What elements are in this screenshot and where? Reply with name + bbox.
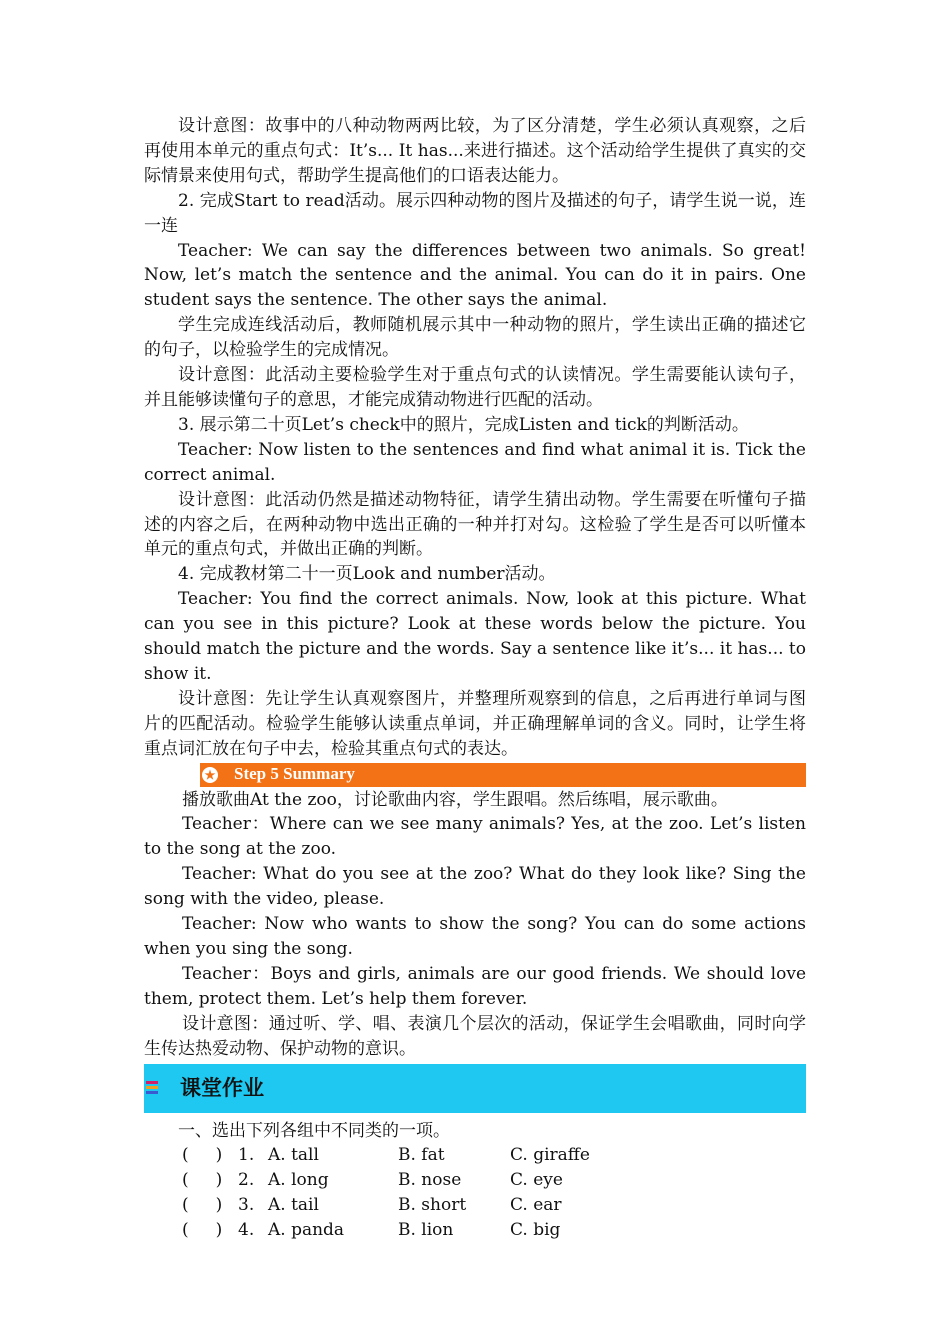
option-a: A. tall [268,1145,319,1166]
paragraph: Teacher: We can say the differences between two animals. So great! Now, let’s match the sentence and the animal. You can do it in pairs. One student says the sentence. The other says the animal. [144,240,806,311]
question-number: 4. [238,1220,255,1241]
paragraph: 4. 完成教材第二十一页Look and number活动。 [178,564,556,585]
question-number: 2. [238,1170,255,1191]
homework-title: 课堂作业 [180,1075,264,1100]
option-a: A. panda [268,1220,345,1241]
option-c: C. eye [510,1170,563,1191]
answer-blank[interactable]: ( ) [182,1170,223,1191]
option-b: B. lion [398,1220,454,1241]
paragraph: 播放歌曲At the zoo，讨论歌曲内容，学生跟唱。然后练唱，展示歌曲。 [182,789,728,810]
paragraph: 设计意图：故事中的八种动物两两比较，为了区分清楚，学生必须认真观察，之后再使用本单元的重点句式：It’s... It has...来进行描述。这个活动给学生提供了真实的交际情景来使用句式，帮助学生提高他们的口语表达能力。 [144,116,806,186]
book-stack-icon [146,1081,158,1095]
option-c: C. giraffe [510,1145,590,1166]
option-c: C. big [510,1220,561,1241]
step-title: Step 5 Summary [234,764,355,784]
option-b: B. fat [398,1145,445,1166]
answer-blank[interactable]: ( ) [182,1220,223,1241]
step-heading-bar [200,763,806,787]
option-a: A. tail [268,1195,319,1216]
paragraph: 设计意图：先让学生认真观察图片，并整理所观察到的信息，之后再进行单词与图片的匹配活动。检验学生能够认读重点单词，并正确理解单词的含义。同时，让学生将重点词汇放在句子中去，检验其重点句式的表达。 [144,688,806,759]
paragraph: Teacher: What do you see at the zoo? What do they look like? Sing the song with the video, please. [144,864,806,910]
answer-blank[interactable]: ( ) [182,1195,223,1216]
paragraph: 设计意图：此活动仍然是描述动物特征，请学生猜出动物。学生需要在听懂句子描述的内容之后，在两种动物中选出正确的一种并打对勾。这检验了学生是否可以听懂本单元的重点句式，并做出正确的判断。 [144,489,806,560]
star-circle-icon: ★ [202,767,218,783]
document-page [144,114,806,1243]
answer-blank[interactable]: ( ) [182,1145,223,1166]
paragraph: Teacher：Where can we see many animals? Yes, at the zoo. Let’s listen to the song at the zoo. [144,814,806,860]
paragraph: 设计意图：此活动主要检验学生对于重点句式的认读情况。学生需要能认读句子，并且能够读懂句子的意思，才能完成猜动物进行匹配的活动。 [144,365,806,410]
exercise-row [144,1193,806,1218]
exercise-heading: 一、选出下列各组中不同类的一项。 [178,1120,450,1141]
exercise-row [144,1218,806,1243]
option-a: A. long [268,1170,329,1191]
paragraph: Teacher: Now who wants to show the song? You can do some actions when you sing the song. [144,914,806,959]
option-c: C. ear [510,1195,562,1216]
exercise-row [144,1168,806,1193]
question-number: 3. [238,1195,255,1216]
paragraph: 设计意图：通过听、学、唱、表演几个层次的活动，保证学生会唱歌曲，同时向学生传达热爱动物、保护动物的意识。 [144,1013,806,1059]
option-b: B. nose [398,1170,462,1191]
question-number: 1. [238,1145,255,1166]
exercise-list [144,1143,806,1243]
paragraph: 2. 完成Start to read活动。展示四种动物的图片及描述的句子，请学生说一说，连一连 [144,190,806,236]
homework-heading-bar [144,1064,806,1113]
option-b: B. short [398,1195,467,1216]
exercise-row [144,1143,806,1168]
paragraph: Teacher: Now listen to the sentences and find what animal it is. Tick the correct animal. [144,439,806,485]
paragraph: Teacher: You find the correct animals. Now, look at this picture. What can you see in this picture? Look at these words below the picture. You should match the picture and the words. Say a sentence like it’s... it has... to show it. [144,589,806,684]
paragraph: 学生完成连线活动后，教师随机展示其中一种动物的照片，学生读出正确的描述它的句子，以检验学生的完成情况。 [144,315,806,361]
paragraph: Teacher：Boys and girls, animals are our good friends. We should love them, protect them. Let’s help them forever. [144,963,806,1009]
paragraph: 3. 展示第二十页Let’s check中的照片，完成Listen and tick的判断活动。 [178,414,749,435]
